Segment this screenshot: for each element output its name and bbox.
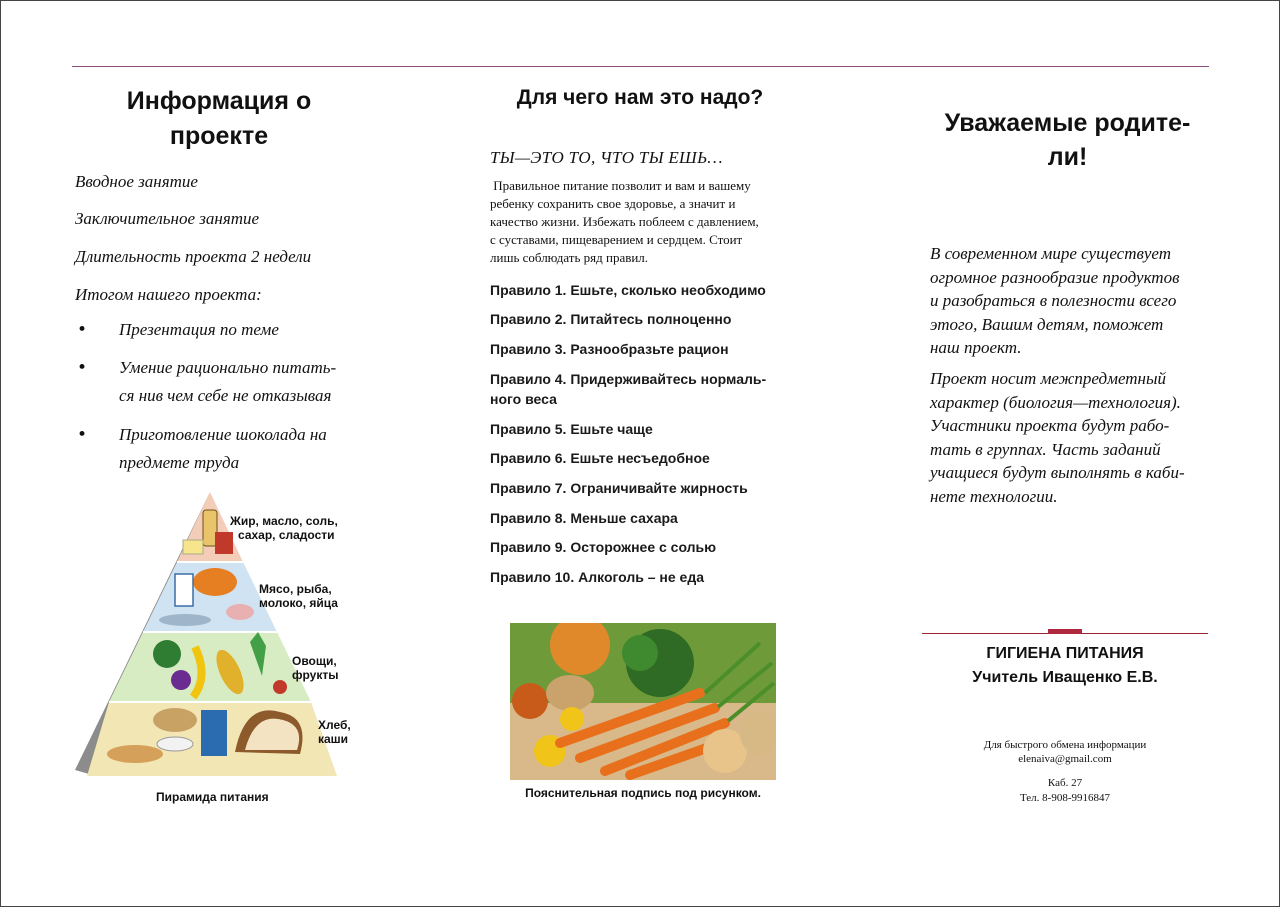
pyramid-label-vegetables — [292, 654, 338, 682]
pyramid-label-protein — [259, 582, 338, 610]
intro-line: Правильное питание позволит и вам и вашему — [490, 178, 751, 193]
pyramid-label-line: Хлеб, — [318, 718, 351, 732]
rule-item: Правило 7. Ограничивайте жирность — [490, 480, 748, 496]
pasta-icon — [153, 708, 197, 732]
top-rule — [72, 66, 1209, 67]
meat-icon — [226, 604, 254, 620]
rule-item: Правило 10. Алкоголь – не еда — [490, 569, 704, 585]
pyramid-caption: Пирамида питания — [156, 790, 269, 804]
why-subtitle: ТЫ—ЭТО ТО, ЧТО ТЫ ЕШЬ… — [490, 148, 723, 167]
contact-email: elenaiva@gmail.com — [1018, 753, 1112, 765]
rule-item: Правило 3. Разнообразьте рацион — [490, 341, 729, 357]
grapes-icon — [171, 670, 191, 690]
bullet-dot: • — [77, 425, 88, 445]
pyramid-label-line: сахар, сладости — [238, 528, 335, 542]
intro-line: лишь соблюдать ряд правил. — [490, 250, 649, 265]
rule-item: Правило 9. Осторожнее с солью — [490, 539, 717, 555]
rule-item: Правило 8. Меньше сахара — [490, 510, 678, 526]
parents-paragraph-1 — [930, 242, 1215, 360]
pyramid-label-line: фрукты — [292, 668, 339, 682]
rule-item: Правило 1. Ешьте, сколько необходимо — [490, 282, 766, 298]
info-line-intro: Вводное занятие — [75, 172, 198, 191]
oil-bottle-icon — [203, 510, 217, 546]
rule-item-continued: ного веса — [490, 391, 557, 407]
project-info-title — [64, 84, 374, 154]
result-item-line: Умение рационально питать- — [119, 358, 337, 377]
pyramid-label-line: Жир, масло, соль, — [230, 514, 338, 528]
potato-icon — [740, 711, 776, 755]
paragraph-line: наш проект. — [930, 338, 1022, 357]
result-item-line: Приготовление шоколада на — [119, 425, 327, 444]
rule-item: Правило 5. Ешьте чаще — [490, 421, 653, 437]
result-item-line: Презентация по теме — [119, 320, 279, 339]
result-item-line: предмете труда — [119, 453, 240, 472]
paragraph-line: тать в группах. Часть заданий — [930, 439, 1161, 459]
bullet-dot: • — [77, 358, 88, 378]
onion-red-icon — [512, 683, 548, 719]
result-item — [119, 354, 379, 410]
bowl-icon — [157, 737, 193, 751]
intro-line: качество жизни. Избежать поблеем с давлением, — [490, 214, 759, 229]
paragraph-line: В современном мире существует — [930, 244, 1172, 263]
fish-icon — [159, 614, 211, 626]
project-info-title-line1: Информация о — [126, 87, 312, 115]
pyramid-label-line: Мясо, рыба, — [259, 582, 332, 596]
intro-line: с суставами, пищеварением и сердцем. Стоит — [490, 232, 743, 247]
baguette-icon — [107, 745, 163, 763]
result-item — [119, 316, 379, 344]
section-divider-accent — [1048, 629, 1082, 634]
rule-item: Правило 6. Ешьте несъедобное — [490, 450, 710, 466]
paragraph-line: характер (биология—технология). — [930, 392, 1181, 412]
yellow-pepper-icon — [560, 707, 584, 731]
column-project-info — [74, 84, 374, 154]
chicken-icon — [193, 568, 237, 596]
contact-note: Для быстрого обмена информации — [983, 739, 1147, 751]
why-intro — [490, 177, 800, 267]
parents-title — [925, 106, 1210, 174]
paragraph-line: Участники проекта будут рабо- — [930, 416, 1170, 435]
parents-paragraph-2 — [930, 367, 1215, 508]
photo-caption: Пояснительная подпись под рисунком. — [525, 786, 761, 800]
potato-icon — [546, 675, 594, 711]
hygiene-heading: ГИГИЕНА ПИТАНИЯ — [986, 645, 1144, 662]
pyramid-label-line: каши — [318, 732, 349, 746]
teacher-name: Учитель Иващенко Е.В. — [972, 669, 1158, 686]
paragraph-line: огромное разнообразие продуктов — [930, 267, 1180, 287]
pyramid-label-grains — [318, 718, 351, 746]
contact-phone: Тел. 8-908-9916847 — [1020, 792, 1110, 804]
info-line-final: Заключительное занятие — [75, 209, 260, 228]
pyramid-label-fats — [230, 514, 338, 542]
result-item — [119, 421, 379, 477]
project-info-title-line2: проекте — [169, 122, 269, 150]
contact-room: Каб. 27 — [1047, 777, 1083, 789]
rule-item: Правило 4. Придерживайтесь нормаль- — [490, 371, 767, 387]
butter-icon — [183, 540, 203, 554]
paragraph-line: Проект носит межпредметный — [930, 369, 1166, 388]
vegetables-photo — [510, 623, 776, 780]
tomato-icon — [273, 680, 287, 694]
parents-title-line2: ли! — [1047, 143, 1088, 171]
cereal-box-icon — [201, 710, 227, 756]
paragraph-line: этого, Вашим детям, поможет — [930, 314, 1164, 334]
paragraph-line: и разобраться в полезности всего — [930, 291, 1177, 310]
watermelon-icon — [153, 640, 181, 668]
result-item-line: ся нив чем себе не отказывая — [119, 386, 332, 405]
info-line-duration: Длительность проекта 2 недели — [75, 247, 312, 266]
intro-line: ребенку сохранить свое здоровье, а значит и — [490, 196, 736, 211]
paragraph-line: нете технологии. — [930, 486, 1058, 506]
rule-item: Правило 2. Питайтесь полноценно — [490, 311, 732, 327]
info-line-result: Итогом нашего проекта: — [75, 285, 262, 304]
broccoli-floret-icon — [622, 635, 658, 671]
milk-carton-icon — [175, 574, 193, 606]
pyramid-label-line: Овощи, — [292, 654, 337, 668]
parents-title-line1: Уважаемые родите- — [944, 109, 1191, 137]
pyramid-label-line: молоко, яйца — [259, 596, 338, 610]
paragraph-line: учащиеся будут выполнять в каби- — [930, 463, 1185, 482]
bullet-dot: • — [77, 320, 88, 340]
why-title: Для чего нам это надо? — [516, 86, 764, 109]
